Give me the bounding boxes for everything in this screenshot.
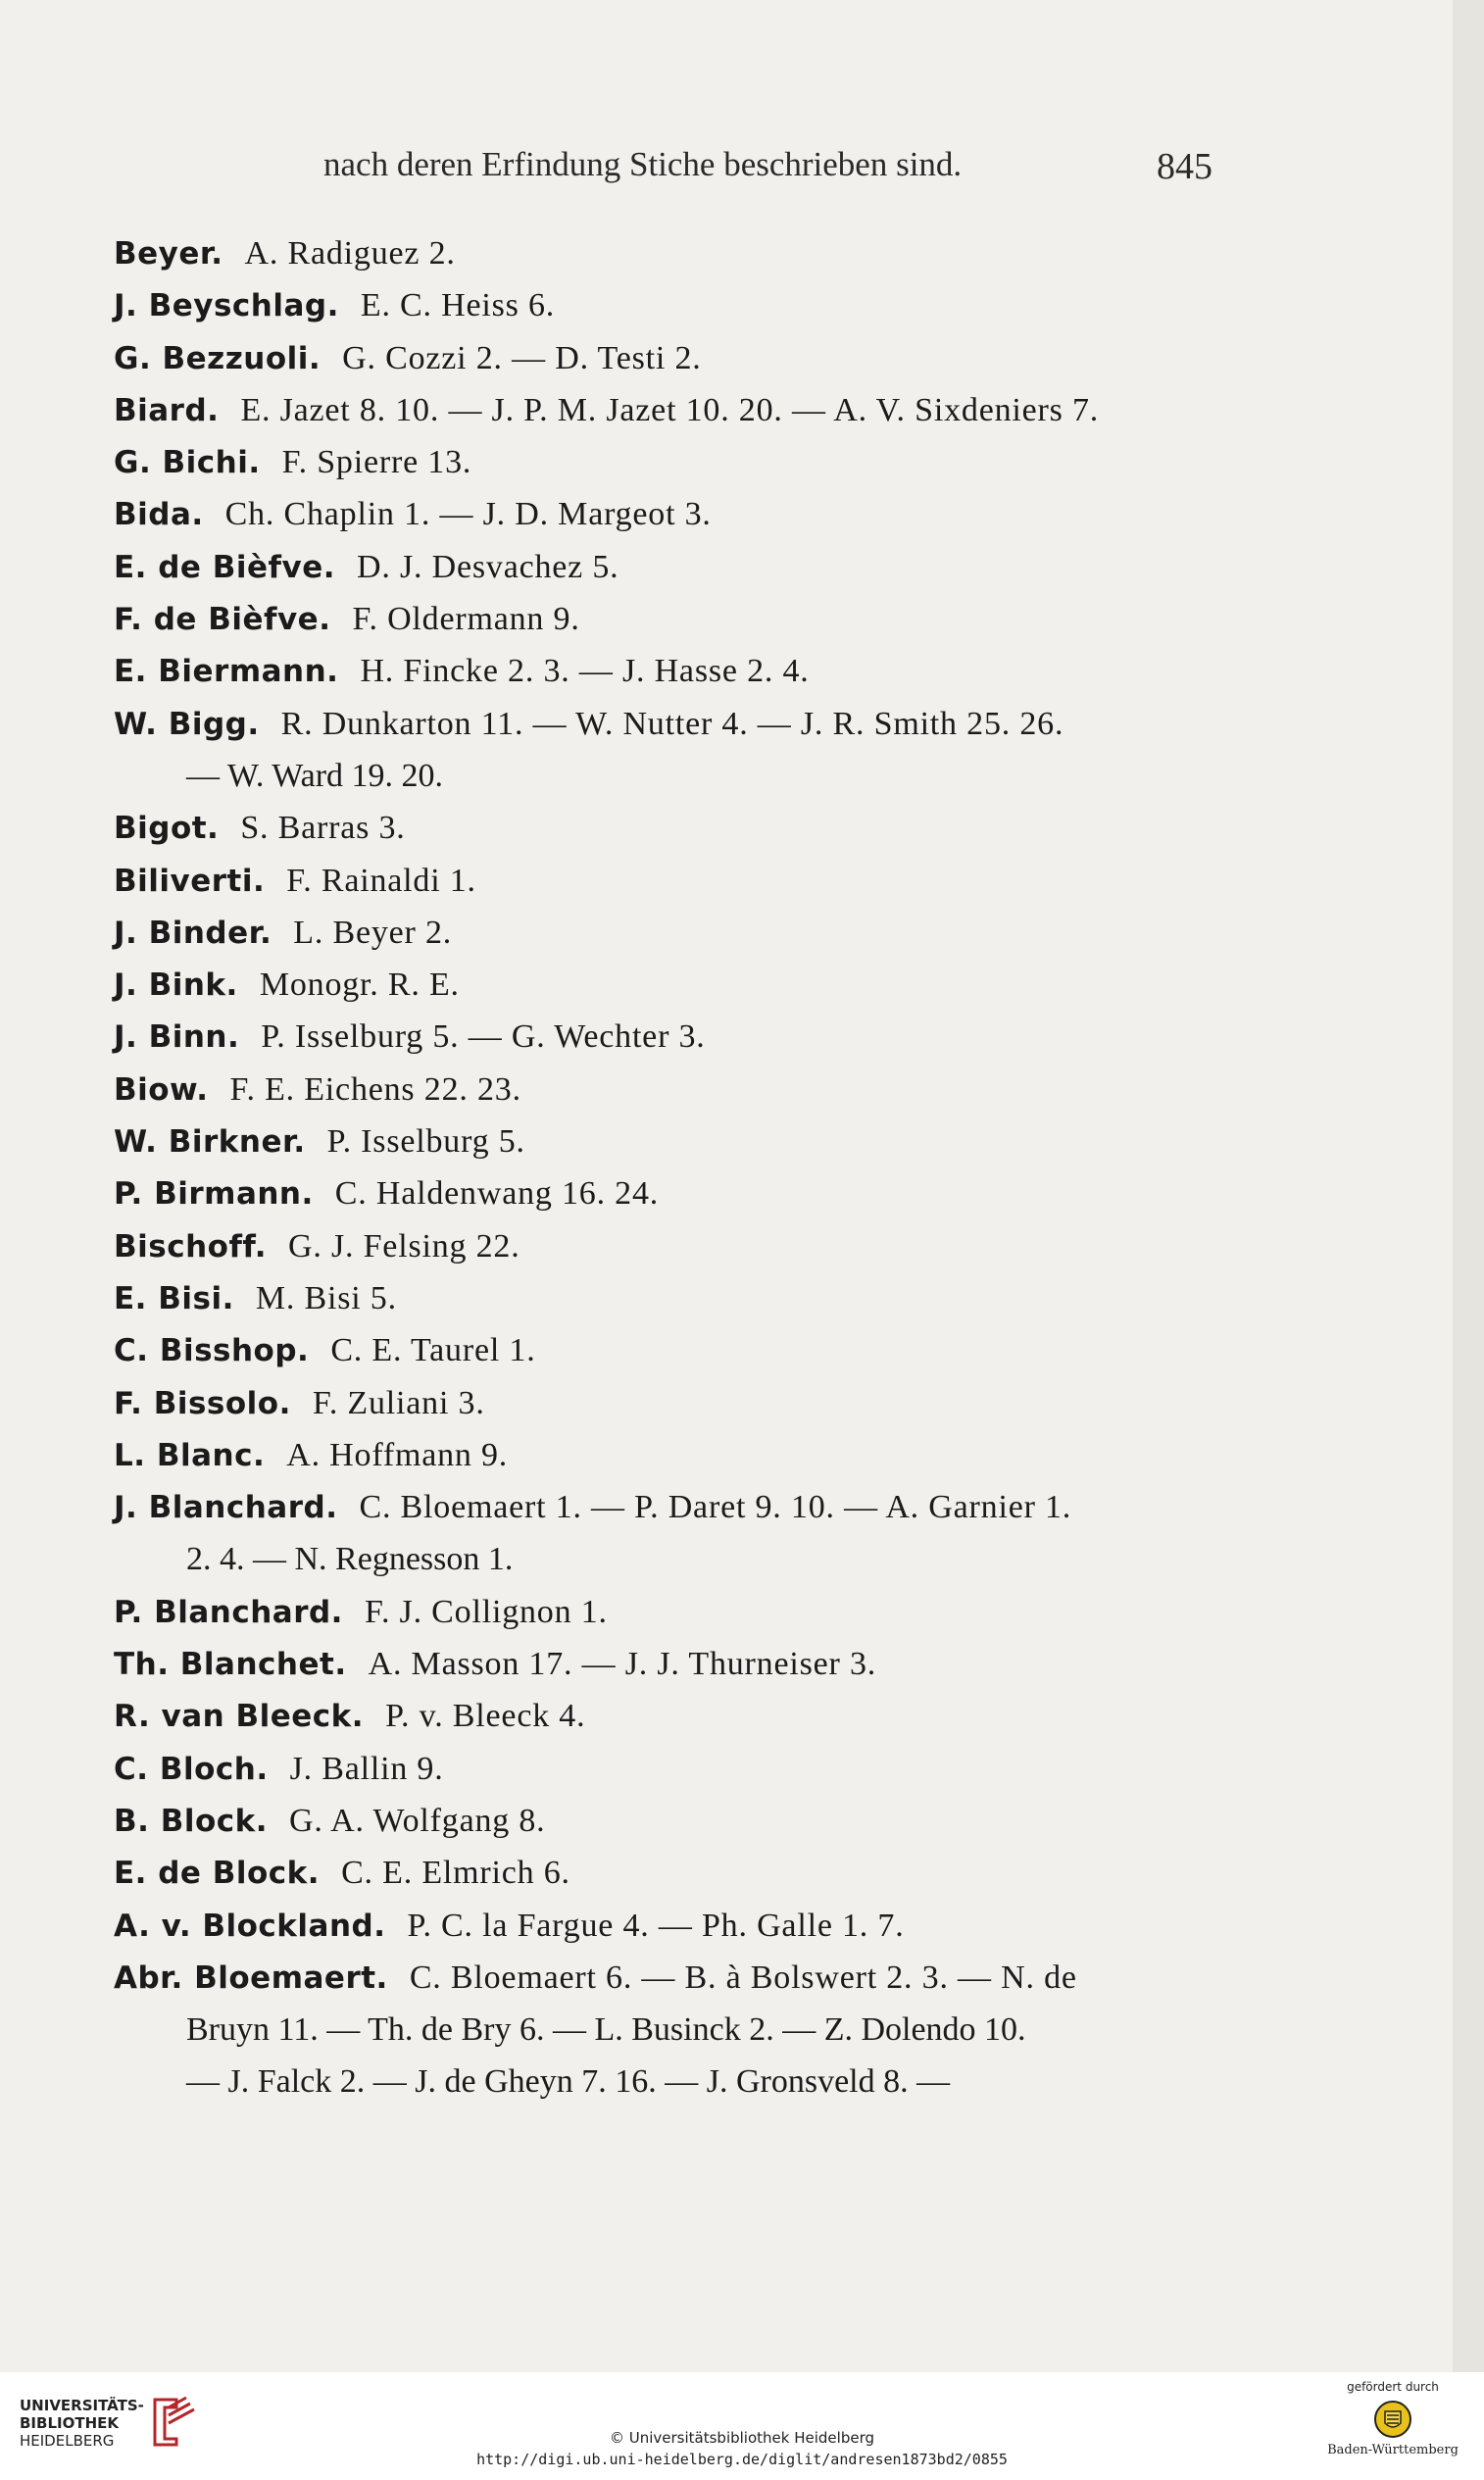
engraver-references: A. Hoffmann 9. bbox=[286, 1436, 509, 1473]
artist-name: E. Biermann. bbox=[114, 654, 339, 690]
engraver-references: S. Barras 3. bbox=[240, 810, 406, 847]
artist-name: E. de Bièfve. bbox=[114, 549, 336, 585]
artist-name: P. Birmann. bbox=[114, 1176, 314, 1213]
index-entry bbox=[114, 1220, 1241, 1272]
artist-name: Biliverti. bbox=[114, 863, 266, 899]
index-entry bbox=[114, 279, 1241, 331]
artist-name: A. v. Blockland. bbox=[114, 1908, 386, 1944]
page-number: 845 bbox=[1157, 146, 1212, 187]
index-entry bbox=[114, 593, 1241, 645]
artist-name: G. Bichi. bbox=[114, 445, 261, 481]
engraver-references: C. Bloemaert 1. — P. Daret 9. 10. — A. Garnier 1. bbox=[359, 1489, 1072, 1526]
artist-name: B. Block. bbox=[114, 1803, 269, 1839]
index-entry-continuation bbox=[114, 750, 1241, 802]
artist-name: F. de Bièfve. bbox=[114, 602, 331, 638]
artist-name: R. van Bleeck. bbox=[114, 1699, 365, 1735]
engraver-references: 2. 4. — N. Regnesson 1. bbox=[186, 1541, 514, 1578]
engraver-references: M. Bisi 5. bbox=[255, 1279, 397, 1316]
index-entry bbox=[114, 1324, 1241, 1376]
engraver-references: Ch. Chaplin 1. — J. D. Margeot 3. bbox=[224, 496, 712, 533]
artist-name: L. Blanc. bbox=[114, 1437, 266, 1473]
engraver-references: Bruyn 11. — Th. de Bry 6. — L. Businck 2. — Z. Dolendo 10. bbox=[186, 2011, 1026, 2049]
index-entry bbox=[114, 332, 1241, 384]
artist-name: G. Bezzuoli. bbox=[114, 340, 322, 376]
index-entry bbox=[114, 1011, 1241, 1063]
index-entry bbox=[114, 488, 1241, 540]
engraver-references: F. E. Eichens 22. 23. bbox=[229, 1070, 521, 1108]
index-entry bbox=[114, 1116, 1241, 1167]
index-entry bbox=[114, 1481, 1241, 1533]
engraver-references: P. Isselburg 5. — G. Wechter 3. bbox=[261, 1018, 706, 1056]
index-entry bbox=[114, 802, 1241, 854]
index-entry bbox=[114, 436, 1241, 488]
engraver-references: P. C. la Fargue 4. — Ph. Galle 1. 7. bbox=[407, 1907, 905, 1944]
sponsor-label: gefördert durch bbox=[1347, 2380, 1439, 2394]
engraver-references: P. Isselburg 5. bbox=[326, 1123, 525, 1161]
artist-name: J. Binder. bbox=[114, 915, 272, 951]
library-name-line1: UNIVERSITÄTS- bbox=[20, 2397, 144, 2414]
artist-name: Biow. bbox=[114, 1071, 209, 1108]
engraver-references: F. Oldermann 9. bbox=[352, 601, 580, 638]
artist-name: J. Beyschlag. bbox=[114, 288, 339, 324]
artist-name: P. Blanchard. bbox=[114, 1594, 343, 1630]
index-entry bbox=[114, 1064, 1241, 1116]
engraver-references: J. Ballin 9. bbox=[289, 1750, 444, 1787]
index-entry-continuation bbox=[114, 1533, 1241, 1585]
artist-name: E. de Block. bbox=[114, 1856, 321, 1892]
artist-name: Bigot. bbox=[114, 811, 220, 847]
engraver-references: F. Zuliani 3. bbox=[312, 1384, 485, 1421]
sponsor-name: Baden-Württemberg bbox=[1327, 2443, 1459, 2457]
index-entry bbox=[114, 645, 1241, 697]
engraver-references: E. Jazet 8. 10. — J. P. M. Jazet 10. 20. — A. V. Sixdeniers 7. bbox=[240, 391, 1100, 428]
index-entry bbox=[114, 959, 1241, 1011]
index-entry bbox=[114, 227, 1241, 279]
index-entry bbox=[114, 855, 1241, 907]
artist-name: J. Bink. bbox=[114, 967, 238, 1004]
entry-list bbox=[114, 227, 1241, 2108]
index-entry bbox=[114, 384, 1241, 436]
engraver-references: G. J. Felsing 22. bbox=[288, 1227, 520, 1265]
page-header bbox=[323, 145, 1225, 187]
index-entry bbox=[114, 1847, 1241, 1899]
engraver-references: F. J. Collignon 1. bbox=[364, 1593, 608, 1630]
engraver-references: F. Spierre 13. bbox=[281, 444, 472, 481]
engraver-references: A. Masson 17. — J. J. Thurneiser 3. bbox=[368, 1646, 877, 1683]
engraver-references: P. v. Bleeck 4. bbox=[385, 1698, 586, 1735]
engraver-references: C. E. Elmrich 6. bbox=[341, 1855, 570, 1892]
artist-name: Th. Blanchet. bbox=[114, 1647, 347, 1683]
permalink-url[interactable]: http://digi.ub.uni-heidelberg.de/diglit/andresen1873bd2/0855 bbox=[476, 2451, 1008, 2468]
index-entry bbox=[114, 541, 1241, 593]
engraver-references: A. Radiguez 2. bbox=[244, 235, 456, 272]
engraver-references: L. Beyer 2. bbox=[293, 914, 453, 951]
index-entry bbox=[114, 1690, 1241, 1742]
artist-name: Abr. Bloemaert. bbox=[114, 1959, 388, 1996]
artist-name: Beyer. bbox=[114, 236, 223, 272]
index-entry bbox=[114, 1429, 1241, 1481]
running-title: nach deren Erfindung Stiche beschrieben sind. bbox=[323, 145, 963, 183]
library-name-line3: HEIDELBERG bbox=[20, 2432, 115, 2450]
index-entry bbox=[114, 1272, 1241, 1324]
artist-name: W. Bigg. bbox=[114, 706, 260, 742]
engraver-references: G. A. Wolfgang 8. bbox=[289, 1802, 546, 1839]
engraver-references: — W. Ward 19. 20. bbox=[186, 757, 444, 794]
engraver-references: C. Bloemaert 6. — B. à Bolswert 2. 3. — N. de bbox=[409, 1959, 1077, 1996]
engraver-references: D. J. Desvachez 5. bbox=[357, 548, 619, 585]
index-entry bbox=[114, 1952, 1241, 2004]
index-entry-continuation bbox=[114, 2004, 1241, 2056]
artist-name: C. Bloch. bbox=[114, 1751, 269, 1787]
page-edge bbox=[1453, 0, 1484, 2372]
engraver-references: Monogr. R. E. bbox=[259, 967, 460, 1004]
artist-name: W. Birkner. bbox=[114, 1124, 306, 1161]
engraver-references: C. E. Taurel 1. bbox=[330, 1332, 536, 1369]
index-entry bbox=[114, 1377, 1241, 1429]
artist-name: Bischoff. bbox=[114, 1228, 268, 1265]
engraver-references: G. Cozzi 2. — D. Testi 2. bbox=[342, 339, 702, 376]
index-entry bbox=[114, 698, 1241, 750]
index-entry-continuation bbox=[114, 2056, 1241, 2108]
index-entry bbox=[114, 1900, 1241, 1952]
engraver-references: — J. Falck 2. — J. de Gheyn 7. 16. — J. Gronsveld 8. — bbox=[186, 2063, 951, 2101]
engraver-references: C. Haldenwang 16. 24. bbox=[334, 1175, 660, 1213]
index-entry bbox=[114, 907, 1241, 959]
engraver-references: R. Dunkarton 11. — W. Nutter 4. — J. R. Smith 25. 26. bbox=[280, 705, 1064, 742]
coat-of-arms-icon bbox=[1373, 2400, 1412, 2439]
library-name-line2: BIBLIOTHEK bbox=[20, 2414, 119, 2432]
sponsor-block[interactable] bbox=[1319, 2380, 1466, 2457]
index-entry bbox=[114, 1638, 1241, 1690]
artist-name: J. Blanchard. bbox=[114, 1490, 338, 1526]
artist-name: Bida. bbox=[114, 497, 204, 533]
index-entry bbox=[114, 1795, 1241, 1847]
artist-name: E. Bisi. bbox=[114, 1280, 234, 1316]
artist-name: J. Binn. bbox=[114, 1019, 240, 1056]
engraver-references: H. Fincke 2. 3. — J. Hasse 2. 4. bbox=[360, 653, 810, 690]
index-entry bbox=[114, 1743, 1241, 1795]
index-entry bbox=[114, 1167, 1241, 1219]
engraver-references: E. C. Heiss 6. bbox=[360, 287, 556, 324]
footer bbox=[0, 2372, 1484, 2480]
index-entry bbox=[114, 1586, 1241, 1638]
engraver-references: F. Rainaldi 1. bbox=[286, 862, 476, 899]
copyright-notice: © Universitätsbibliothek Heidelberg bbox=[609, 2429, 874, 2447]
artist-name: C. Bisshop. bbox=[114, 1333, 310, 1369]
artist-name: Biard. bbox=[114, 392, 220, 428]
artist-name: F. Bissolo. bbox=[114, 1385, 291, 1421]
